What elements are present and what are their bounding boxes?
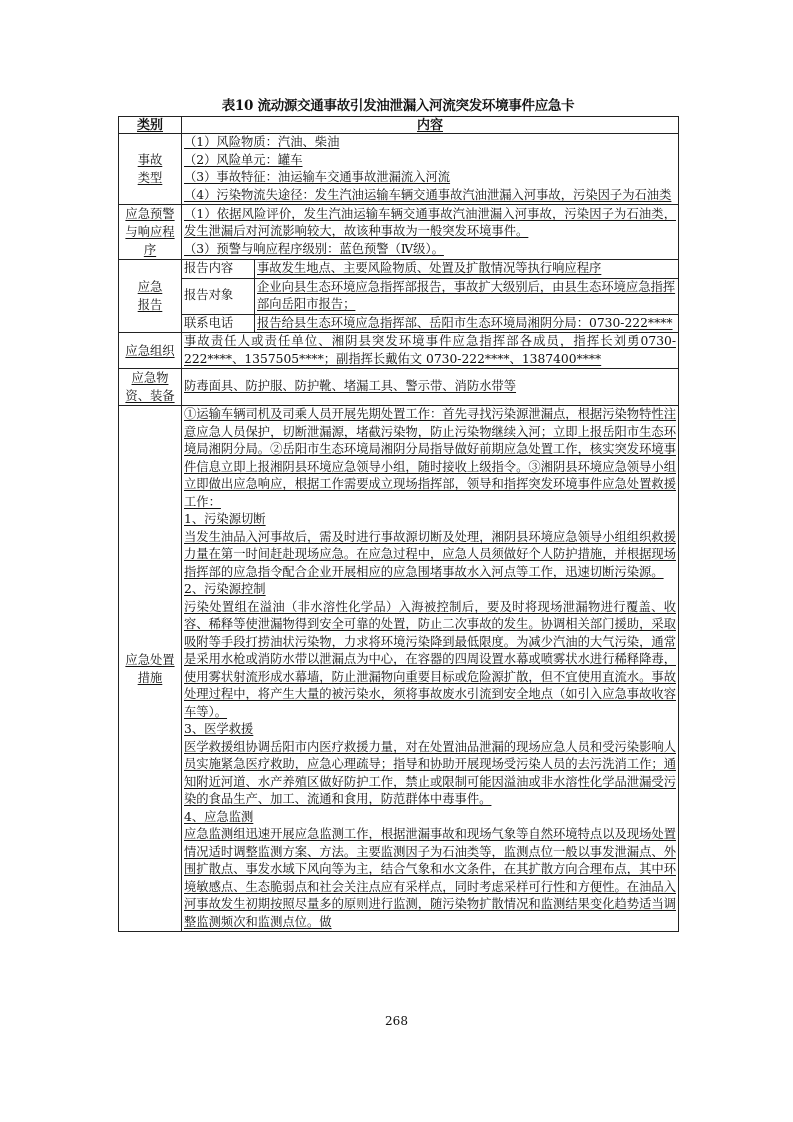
report-row-target [182,278,678,314]
report-value: 企业向县生态环境应急指挥部报告，事故扩大级别后，由县生态环境应急指挥部向岳阳市报告； [255,278,679,314]
label-accident-type: 事故类型 [119,134,182,205]
header-content: 内容 [182,117,679,134]
content-accident-type [182,134,679,205]
report-row-content [182,260,678,278]
row-supplies [119,369,679,406]
accident-type-line: （3）事故特征：油运输车交通事故泄漏流入河流 [184,170,451,184]
report-key: 报告内容 [182,260,255,278]
row-organization [119,333,679,369]
table-header-row [119,117,679,134]
section-title: 3、医学救援 [184,722,254,736]
report-value: 报告给县生态环境应急指挥部、岳阳市生态环境局湘阴分局：0730-222**** [257,315,673,330]
label-report: 应急报告 [119,260,182,333]
warning-line: （3）预警与响应程序级别：蓝色预警（Ⅳ级）。 [184,241,444,256]
accident-type-line: （1）风险物质：汽油、柴油 [184,135,340,149]
accident-type-line: （2）风险单元：罐车 [184,152,303,167]
label-warning: 应急预警与响应程序 [119,205,182,260]
row-measures [119,406,679,932]
row-report [119,260,679,333]
report-subtable [182,260,678,332]
header-category: 类别 [119,117,182,134]
content-supplies: 防毒面具、防护服、防护靴、堵漏工具、警示带、消防水带等 [182,369,679,406]
section-text: 污染处置组在溢油（非水溶性化学品）入海被控制后，要及时将现场泄漏物进行覆盖、收容、稀释等使泄漏物得到安全可靠的处置，防止二次事故的发生。协调相关部门援助，采取吸附等手段打捞油状污染物，力求将环境污染降到最低限度。为减少汽油的大气污染，通常是采用水枪或消防水带以泄漏点为中心，在容器的四周设置水幕或喷雾状水进行稀释降毒，使用雾状射流形成水幕墙，防止泄漏物向重要目标或危险源扩散，但不宜使用直流水。事故处理过程中，将产生大量的被污染水，须将事故废水引流到安全地点（如引入应急事故收容车等）。 [184,599,676,719]
label-measures: 应急处置措施 [119,406,182,932]
warning-line: （1）依据风险评价，发生汽油运输车辆交通事故汽油泄漏入河事故，污染因子为石油类，发生泄漏后对河流影响较大，故该种事故为一般突发环境事件。 [184,206,676,239]
content-organization: 事故责任人或责任单位、湘阴县突发环境事件应急指挥部各成员，指挥长刘勇0730-222****、1357505****；副指挥长戴佑文 0730-222****、1387400**** [182,333,679,369]
emergency-card-table [118,116,679,932]
label-organization: 应急组织 [119,333,182,369]
section-title: 1、污染源切断 [184,512,266,526]
row-accident-type [119,134,679,205]
content-report [182,260,679,333]
section-text: 医学救援组协调岳阳市内医疗救援力量，对在处置油品泄漏的现场应急人员和受污染影响人员实施紧急医疗救助，应急心理疏导；指导和协助开展现场受污染人员的去污洗消工作；通知附近河道、水产养殖区做好防护工作，禁止或限制可能因溢油或非水溶性化学品泄漏受污染的食品生产、加工、流通和食用，防范群体中毒事件。 [184,739,676,806]
accident-type-line: （4）污染物流失途径：发生汽油运输车辆交通事故汽油泄漏入河事故，污染因子为石油类 [184,187,672,202]
page-title: 表10 流动源交通事故引发油泄漏入河流突发环境事件应急卡 [221,98,575,114]
section-title: 2、污染源控制 [184,582,266,596]
section-title: 4、应急监测 [184,809,254,824]
report-key: 联系电话 [182,314,255,332]
section-text: 应急监测组迅速开展应急监测工作，根据泄漏事故和现场气象等自然环境特点以及现场处置情况适时调整监测方案、方法。主要监测因子为石油类等，监测点位一般以事发泄漏点、外围扩散点、事发水域下风向等为主，结合气象和水文条件，在其扩散方向合理布点，其中环境敏感点、生态脆弱点和社会关注点应有采样点，同时考虑采样可行性和方便性。在油品入河事故发生初期按照尽量多的原则进行监测，随污染物扩散情况和监测结果变化趋势适当调整监测频次和监测点位。做 [184,827,676,929]
label-supplies: 应急物资、装备 [119,369,182,406]
measures-intro: ①运输车辆司机及司乘人员开展先期处置工作：首先寻找污染源泄漏点，根据污染物特性注意应急人员保护，切断泄漏源，堵截污染物，防止污染物继续入河；立即上报岳阳市生态环境局湘阴分局。②岳阳市生态环境局湘阴分局指导做好前期应急处置工作，核实突发环境事件信息立即上报湘阴县环境应急领导小组，随时接收上级指令。③湘阴县环境应急领导小组立即做出应急响应，根据工作需要成立现场指挥部，领导和指挥突发环境事件应急处置救援工作： [184,407,676,509]
report-row-phone [182,314,678,332]
section-text: 当发生油品入河事故后，需及时进行事故源切断及处理，湘阴县环境应急领导小组组织救援力量在第一时间赶赴现场应急。在应急过程中，应急人员须做好个人防护措施，并根据现场指挥部的应急指令配合企业开展相应的应急围堵事故水入河点等工作，迅速切断污染源。 [184,529,676,579]
page-number: 268 [385,1014,408,1028]
content-warning [182,205,679,260]
content-measures [182,406,679,932]
report-key: 报告对象 [182,278,255,314]
row-warning [119,205,679,260]
report-value: 事故发生地点、主要风险物质、处置及扩散情况等执行响应程序 [255,260,679,278]
